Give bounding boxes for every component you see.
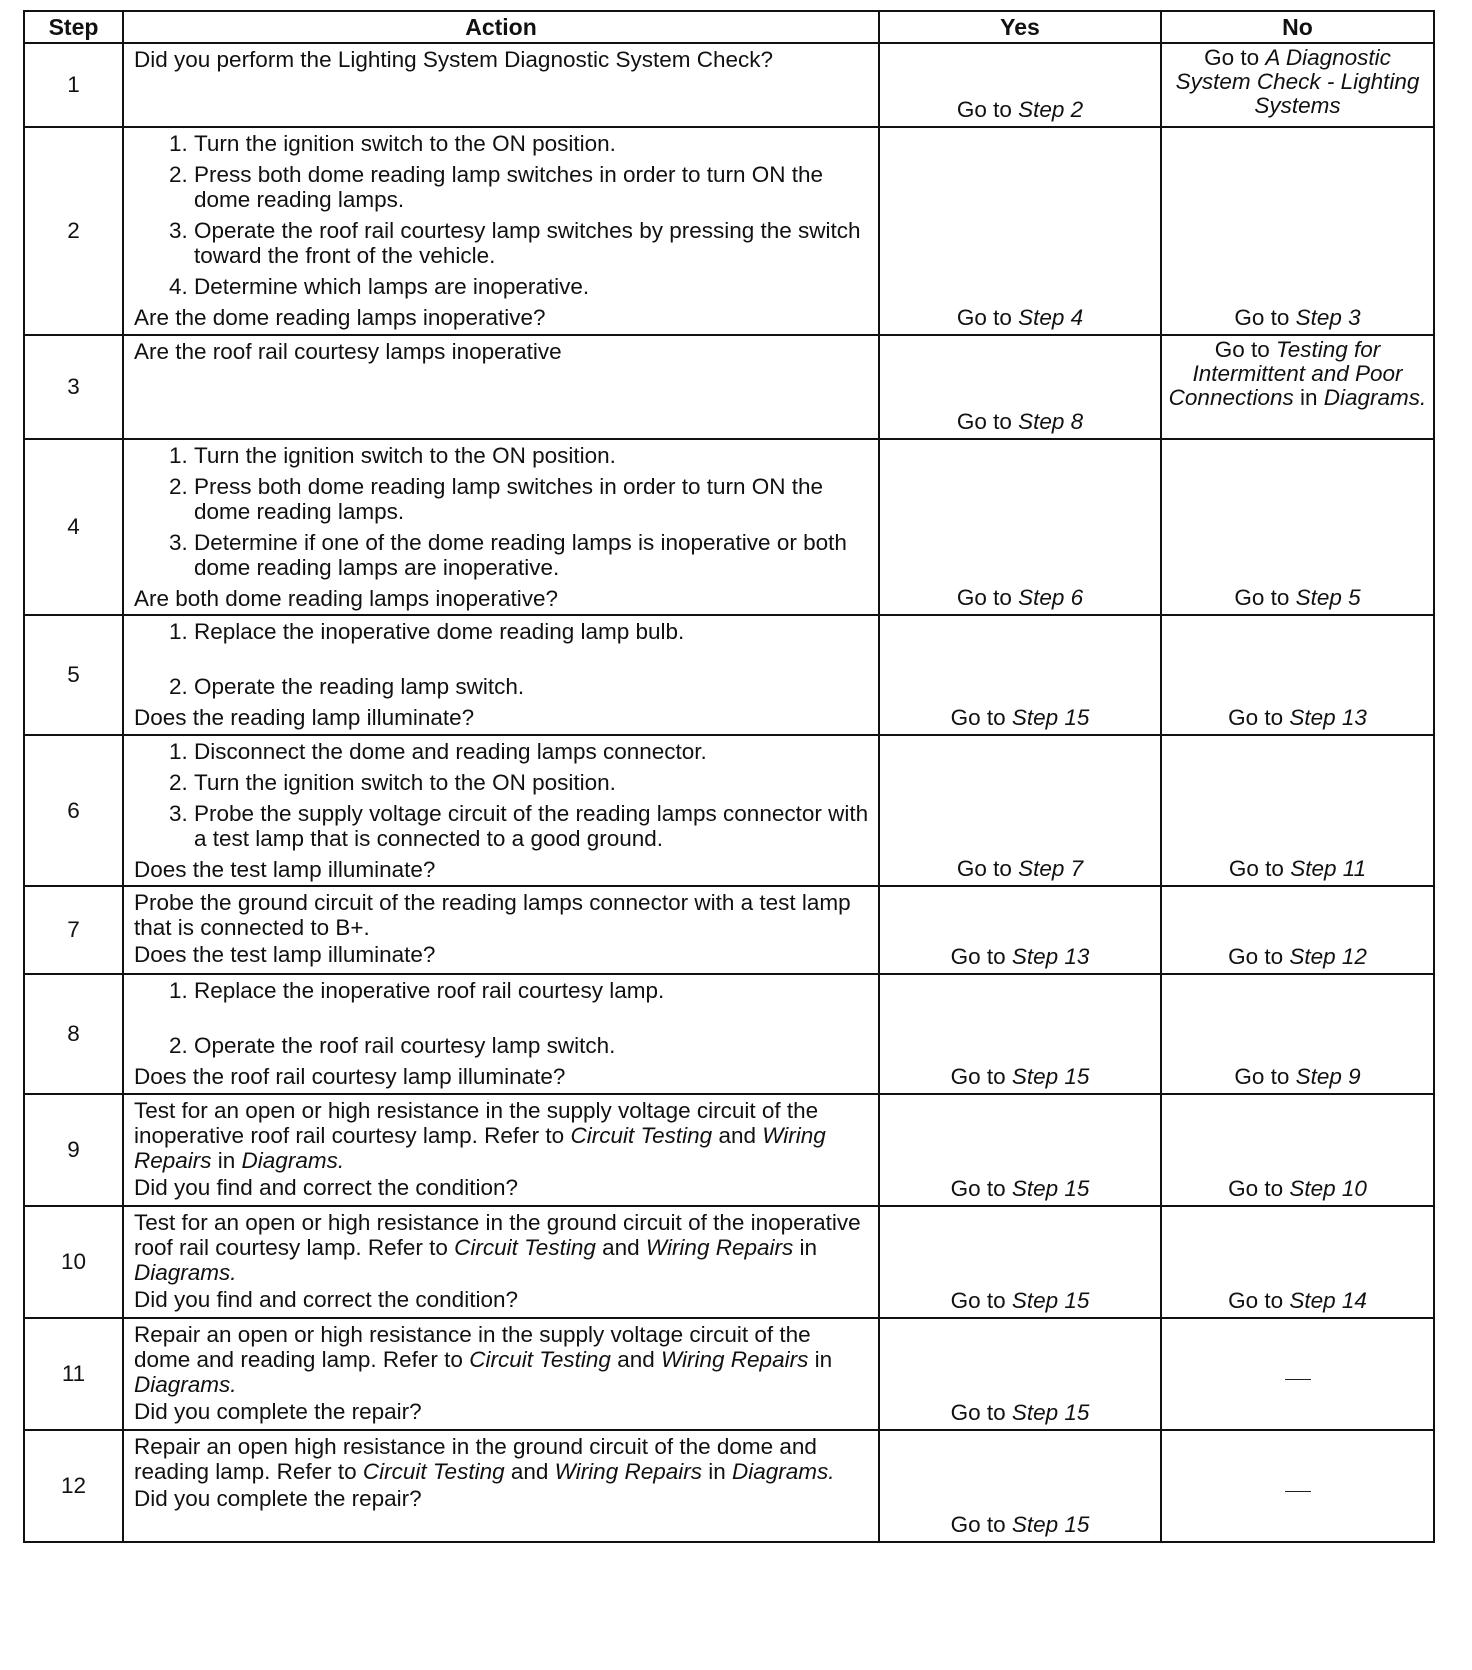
dash-mark [1285,1379,1311,1380]
no-text: Go to [1204,45,1266,70]
no-text: Go to [1228,705,1290,730]
action-question-text: Are the dome reading lamps inoperative? [134,305,546,330]
no-cell [1161,43,1434,127]
no-cell [1161,1430,1434,1542]
yes-text: Go to [950,1064,1012,1089]
table-row [24,335,1434,439]
action-step-item [194,978,870,1003]
yes-text: Step 15 [1011,1288,1090,1313]
action-cell [123,1430,879,1542]
yes-text: Step 15 [1011,705,1090,730]
yes-cell [879,127,1161,335]
action-text-run: Diagrams. [134,1372,237,1397]
action-step-item [194,739,870,764]
action-step-text: Probe the supply voltage circuit of the reading lamps connector with a test lamp that is connected to a good ground. [194,801,869,851]
action-question [134,1486,870,1511]
action-cell [123,974,879,1094]
no-text: Go to [1214,337,1277,362]
step-number: 8 [24,974,123,1094]
yes-text: Go to [950,1400,1012,1425]
table-body [24,43,1434,1542]
action-question-text: Does the roof rail courtesy lamp illuminate? [134,1064,566,1089]
no-text: Go to [1228,856,1291,881]
action-step-item [194,801,870,851]
yes-text: Step 8 [1018,409,1084,434]
step-number: 7 [24,886,123,974]
action-step-text: Operate the roof rail courtesy lamp switches by pressing the switch toward the front of the vehicle. [194,218,861,268]
yes-text: Go to [956,856,1019,881]
action-steps-list [134,739,870,851]
action-cell [123,886,879,974]
no-cell [1161,735,1434,886]
action-text-run: Repair an open or high resistance in the supply voltage circuit of the dome and reading lamp. Refer to [134,1322,811,1372]
no-text: A Diagnostic System Check - Lighting Systems [1175,45,1420,118]
action-step-item [194,1033,870,1058]
header-yes: Yes [879,11,1161,43]
no-text: Go to [1228,1288,1290,1313]
action-question [134,705,870,730]
yes-cell [879,1318,1161,1430]
step-number: 5 [24,615,123,735]
action-question-text: Did you complete the repair? [134,1399,422,1424]
action-text [134,1098,870,1173]
action-text-run: Circuit Testing [362,1459,505,1484]
no-text: Go to [1228,944,1290,969]
action-text-run: Repair an open high resistance in the ground circuit of the dome and reading lamp. Refer to [134,1434,817,1484]
action-text-run: in [702,1459,733,1484]
action-step-text: Turn the ignition switch to the ON position. [194,131,616,156]
action-question-text: Did you find and correct the condition? [134,1287,518,1312]
yes-cell [879,439,1161,615]
action-step-item [194,474,870,524]
action-step-item [194,131,870,156]
table-row [24,1206,1434,1318]
no-text: in [1293,385,1324,410]
action-cell [123,43,879,127]
action-question-text: Did you complete the repair? [134,1486,422,1511]
no-cell [1161,439,1434,615]
yes-text: Step 7 [1018,856,1084,881]
yes-text: Go to [956,97,1019,122]
yes-text: Step 2 [1018,97,1084,122]
action-text-run: Wiring Repairs [554,1459,702,1484]
action-text-run: and [610,1347,661,1372]
yes-cell [879,335,1161,439]
action-step-item [194,674,870,699]
step-number: 11 [24,1318,123,1430]
action-text [134,339,870,364]
action-question-text: Does the reading lamp illuminate? [134,705,475,730]
yes-text: Go to [956,585,1019,610]
action-text [134,1210,870,1285]
action-text-run: Are the roof rail courtesy lamps inoperative [134,339,562,364]
action-step-text: Determine if one of the dome reading lamps is inoperative or both dome reading lamps are inoperative. [194,530,847,580]
no-cell [1161,1206,1434,1318]
no-text: Testing for Intermittent and Poor Connections [1168,337,1403,410]
no-cell [1161,615,1434,735]
action-question-text: Did you find and correct the condition? [134,1175,518,1200]
action-cell [123,615,879,735]
yes-text: Go to [950,1512,1012,1537]
action-question [134,305,870,330]
action-question-text: Does the test lamp illuminate? [134,942,436,967]
action-text [134,890,870,940]
no-text: Step 14 [1289,1288,1367,1313]
action-step-text: Operate the reading lamp switch. [194,674,525,699]
action-step-text: Turn the ignition switch to the ON position. [194,443,616,468]
no-cell [1161,127,1434,335]
table-row [24,886,1434,974]
no-cell [1161,974,1434,1094]
action-step-text: Operate the roof rail courtesy lamp switch. [194,1033,616,1058]
no-cell [1161,1094,1434,1206]
action-question-text: Does the test lamp illuminate? [134,857,436,882]
no-text: Step 3 [1295,305,1361,330]
action-text-run: Probe the ground circuit of the reading lamps connector with a test lamp that is connected to B+. [134,890,851,940]
action-cell [123,439,879,615]
yes-cell [879,886,1161,974]
table-row [24,439,1434,615]
yes-text: Go to [950,1176,1012,1201]
action-cell [123,735,879,886]
action-text-run: Diagrams. [732,1459,835,1484]
action-text-run: and [712,1123,763,1148]
action-step-text: Press both dome reading lamp switches in order to turn ON the dome reading lamps. [194,474,824,524]
no-text: Step 5 [1295,585,1361,610]
yes-text: Go to [950,1288,1012,1313]
no-text: Step 13 [1289,705,1367,730]
action-text [134,1322,870,1397]
action-question [134,857,870,882]
step-number: 2 [24,127,123,335]
action-question [134,586,870,611]
action-text-run: Test for an open or high resistance in the supply voltage circuit of the inoperative roof rail courtesy lamp. Refer to [134,1098,819,1148]
action-steps-list [134,131,870,299]
action-question [134,1064,870,1089]
action-text [134,1434,870,1484]
action-step-text: Disconnect the dome and reading lamps connector. [194,739,707,764]
dash-mark [1285,1491,1311,1492]
action-text-run: in [793,1235,818,1260]
action-text-run: Circuit Testing [469,1347,611,1372]
header-action: Action [123,11,879,43]
action-steps-list [134,619,870,699]
yes-cell [879,1206,1161,1318]
yes-text: Go to [956,409,1019,434]
yes-text: Step 15 [1011,1400,1090,1425]
action-step-item [194,443,870,468]
step-number: 10 [24,1206,123,1318]
action-step-text: Replace the inoperative dome reading lamp bulb. [194,619,685,644]
yes-text: Go to [950,944,1012,969]
no-text: Go to [1228,1176,1290,1201]
table-row [24,735,1434,886]
action-step-item [194,218,870,268]
action-step-text: Determine which lamps are inoperative. [194,274,590,299]
action-text-run: Diagrams. [241,1148,345,1173]
action-question [134,1399,870,1424]
action-step-item [194,274,870,299]
no-text: Step 12 [1289,944,1367,969]
action-text-run: Diagrams. [134,1260,237,1285]
table-row [24,1430,1434,1542]
action-question [134,1175,870,1200]
action-text-run: in [808,1347,833,1372]
step-number: 9 [24,1094,123,1206]
no-cell [1161,1318,1434,1430]
yes-cell [879,43,1161,127]
action-question-text: Are both dome reading lamps inoperative? [134,586,559,611]
action-text-run: Wiring Repairs [645,1235,794,1260]
yes-cell [879,1094,1161,1206]
no-text: Step 10 [1289,1176,1367,1201]
diagnostic-table [23,10,1435,1543]
action-text-run: and [595,1235,646,1260]
no-cell [1161,335,1434,439]
action-cell [123,335,879,439]
header-row [24,11,1434,43]
table-row [24,43,1434,127]
action-step-text: Replace the inoperative roof rail courtesy lamp. [194,978,665,1003]
action-step-text: Turn the ignition switch to the ON position. [194,770,616,795]
action-steps-list [134,443,870,580]
action-text [134,47,870,72]
yes-text: Step 6 [1018,585,1084,610]
action-cell [123,127,879,335]
action-step-text: Press both dome reading lamp switches in order to turn ON the dome reading lamps. [194,162,824,212]
step-number: 6 [24,735,123,886]
action-step-item [194,619,870,644]
action-step-item [194,770,870,795]
yes-cell [879,974,1161,1094]
step-number: 4 [24,439,123,615]
yes-text: Go to [950,705,1012,730]
action-text-run: Circuit Testing [454,1235,596,1260]
table-row [24,974,1434,1094]
step-number: 12 [24,1430,123,1542]
action-text-run: Test for an open or high resistance in the ground circuit of the inoperative roof rail courtesy lamp. Refer to [134,1210,861,1260]
yes-text: Step 13 [1011,944,1090,969]
header-step: Step [24,11,123,43]
yes-text: Step 15 [1011,1064,1090,1089]
action-cell [123,1094,879,1206]
action-text-run: Wiring Repairs [134,1123,826,1173]
no-text: Step 11 [1290,856,1367,881]
action-question [134,942,870,967]
action-steps-list [134,978,870,1058]
action-text-run: Circuit Testing [570,1123,713,1148]
step-number: 1 [24,43,123,127]
step-number: 3 [24,335,123,439]
yes-cell [879,735,1161,886]
table-row [24,1318,1434,1430]
action-text-run: in [211,1148,242,1173]
action-step-item [194,530,870,580]
no-text: Step 9 [1295,1064,1361,1089]
no-text: Go to [1234,305,1296,330]
action-text-run: Did you perform the Lighting System Diagnostic System Check? [134,47,774,72]
header-no: No [1161,11,1434,43]
yes-cell [879,1430,1161,1542]
no-cell [1161,886,1434,974]
yes-text: Go to [956,305,1019,330]
no-text: Go to [1234,585,1296,610]
table-row [24,615,1434,735]
action-cell [123,1206,879,1318]
no-text: Go to [1234,1064,1296,1089]
action-question [134,1287,870,1312]
yes-cell [879,615,1161,735]
yes-text: Step 4 [1018,305,1084,330]
yes-text: Step 15 [1011,1176,1090,1201]
action-cell [123,1318,879,1430]
no-text: Diagrams. [1323,385,1427,410]
table-row [24,1094,1434,1206]
yes-text: Step 15 [1011,1512,1090,1537]
action-step-item [194,162,870,212]
action-text-run: and [504,1459,555,1484]
table-row [24,127,1434,335]
action-text-run: Wiring Repairs [660,1347,809,1372]
